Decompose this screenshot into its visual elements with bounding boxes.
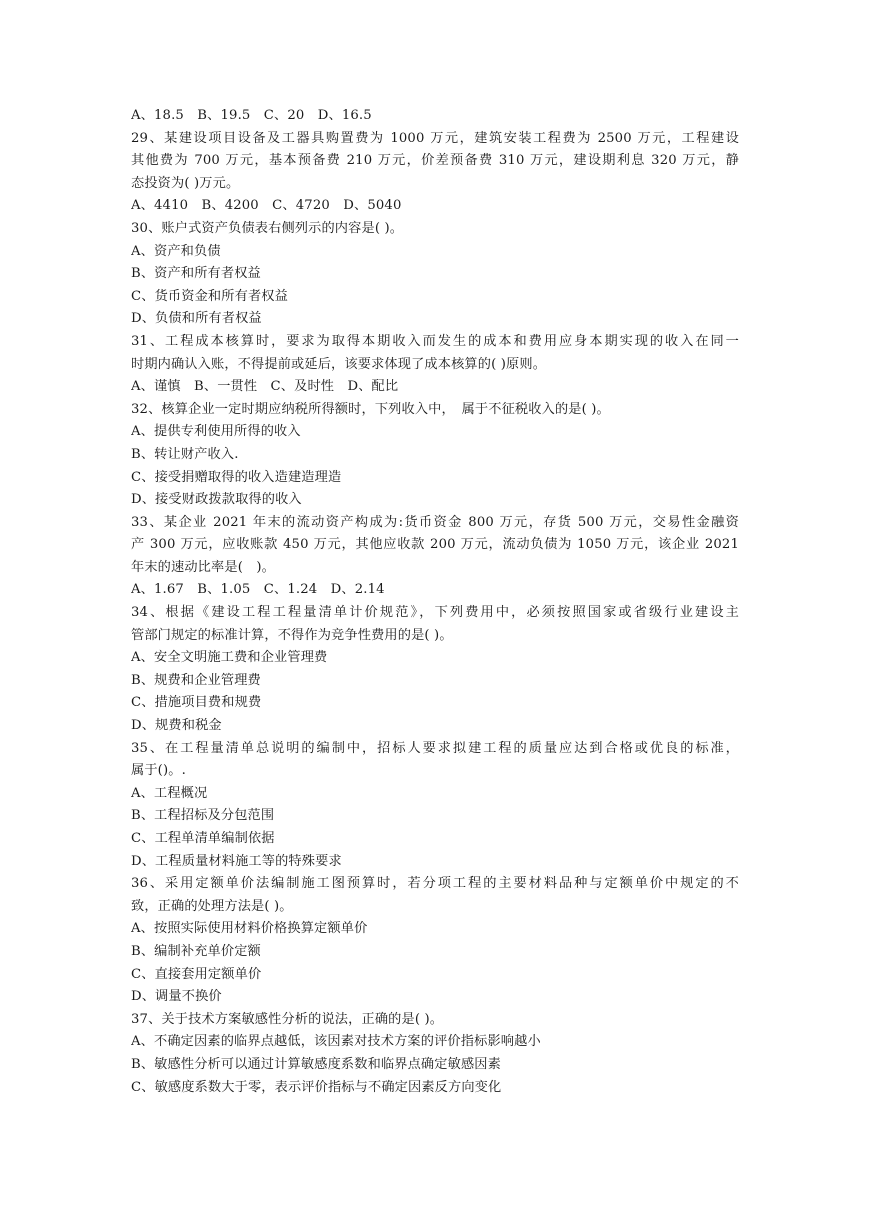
text-line: B、工程招标及分包范围	[131, 808, 275, 824]
text-line: B、规费和企业管理费	[131, 672, 261, 688]
text-line: D、工程质量材料施工等的特殊要求	[131, 853, 342, 869]
text-line: 37、关于技术方案敏感性分析的说法，正确的是( )。	[131, 1011, 444, 1027]
text-line: D、调量不换价	[131, 989, 222, 1005]
text-line: 35、在工程量清单总说明的编制中，招标人要求拟建工程的质量应达到合格或优良的标准，	[131, 740, 739, 756]
text-line: A、4410 B、4200 C、4720 D、5040	[131, 198, 402, 214]
text-line: 31、工程成本核算时，要求为取得本期收入而发生的成本和费用应身本期实现的收入在同一	[131, 333, 739, 349]
text-line: C、敏感度系数大于零，表示评价指标与不确定因素反方向变化	[131, 1079, 502, 1095]
text-line: 其他费为 700 万元，基本预备费 210 万元，价差预备费 310 万元，建设期利息 320 万元，静	[131, 153, 739, 169]
text-line: 态投资为( )万元。	[131, 175, 240, 191]
text-line: A、18.5 B、19.5 C、20 D、16.5	[131, 108, 372, 123]
text-line: D、规费和税金	[131, 718, 222, 734]
text-line: 致，正确的处理方法是( )。	[131, 898, 293, 914]
text-line: C、工程单清单编制依据	[131, 831, 275, 846]
text-line: B、资产和所有者权益	[131, 266, 261, 282]
text-line: 年末的速动比率是( )。	[131, 559, 275, 575]
text-line: A、1.67 B、1.05 C、1.24 D、2.14	[131, 582, 385, 598]
text-line: D、负债和所有者权益	[131, 311, 262, 327]
text-line: D、接受财政拨款取得的收入	[131, 492, 302, 508]
text-line: B、敏感性分析可以通过计算敏感度系数和临界点确定敏感因素	[131, 1056, 501, 1072]
text-line: C、接受捐赠取得的收入造建造理造	[131, 469, 342, 485]
text-line: 产 300 万元，应收账款 450 万元，其他应收款 200 万元，流动负债为 1050 万元，该企业 2021	[131, 537, 739, 553]
text-line: 29、某建设项目设备及工器具购置费为 1000 万元，建筑安装工程费为 2500 万元，工程建设	[131, 130, 739, 146]
text-line: C、货币资金和所有者权益	[131, 288, 288, 304]
text-line: 36、采用定额单价法编制施工图预算时，若分项工程的主要材料品种与定额单价中规定的不	[131, 876, 739, 892]
text-line: A、提供专利使用所得的收入	[131, 424, 301, 440]
text-line: A、不确定因素的临界点越低，该因素对技术方案的评价指标影响越小	[131, 1034, 541, 1050]
text-line: C、直接套用定额单价	[131, 966, 262, 982]
text-line: A、谨慎 B、一贯性 C、及时性 D、配比	[131, 379, 399, 395]
text-line: 属于()。.	[131, 763, 186, 779]
text-line: B、转让财产收入.	[131, 446, 239, 462]
text-line: A、安全文明施工费和企业管理费	[131, 650, 328, 666]
document-page	[131, 105, 739, 1099]
text-line: 34、根据《建设工程工程量清单计价规范》，下列费用中，必须按照国家或省级行业建设主	[131, 605, 739, 621]
text-line: 管部门规定的标准计算，不得作为竞争性费用的是( )。	[131, 627, 453, 643]
text-line: C、措施项目费和规费	[131, 695, 262, 711]
text-line: A、工程概况	[131, 785, 208, 801]
text-line: A、按照实际使用材料价格换算定额单价	[131, 921, 368, 937]
text-line: 33、某企业 2021 年末的流动资产构成为:货币资金 800 万元，存货 500 万元，交易性金融资	[131, 514, 739, 530]
text-line: A、资产和负债	[131, 243, 221, 259]
text-line: 时期内确认入账，不得提前或延后，该要求体现了成本核算的( )原则。	[131, 356, 547, 372]
text-line: 30、账户式资产负债表右侧列示的内容是( )。	[131, 220, 404, 236]
text-line: 32、核算企业一定时期应纳税所得额时，下列收入中， 属于不征税收入的是( )。	[131, 401, 610, 417]
text-line: B、编制补充单价定额	[131, 943, 261, 959]
